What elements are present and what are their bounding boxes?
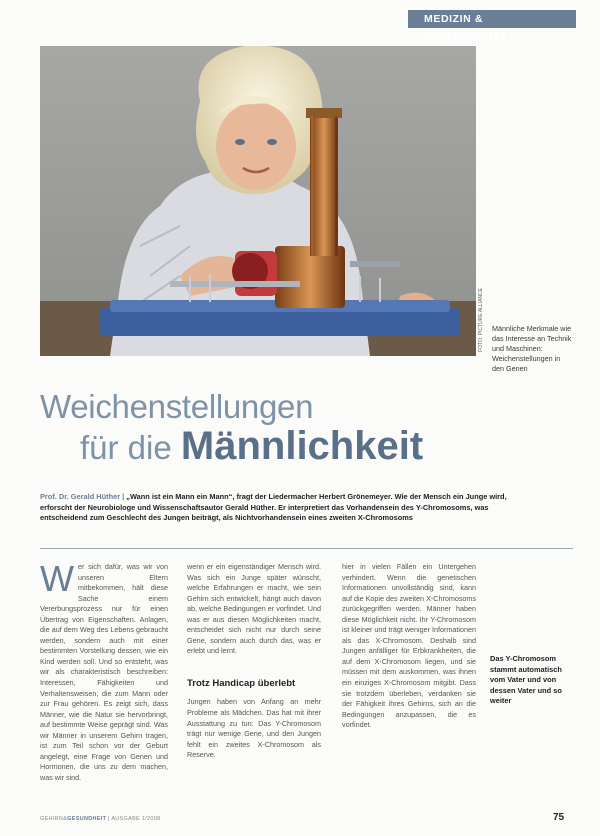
- section-label: MEDIZIN & WISSENSCHAFT: [424, 13, 516, 43]
- body-column-3-text: hier in vielen Fällen ein Untergehen verhindert. Wenn die genetischen Informationen unvollständig sind, kann auf die Kopie des zweiten X-Chromosoms zurückgegriffen werden. Männer haben diese Möglichkeit nicht. Ihr Y-Chromosom ist kleiner und trägt weniger Informationen als das X-Chromosom. Deshalb sind Jungen anfälliger für Erbkrankheiten, die auf dem X-Chromosom liegen, und sie müssen mit dem auskommen, was ihnen ein einziges X-Chromosom mitgibt. Dass sie trotzdem überleben, verdanken sie der Fähigkeit ihres Gehirns, sich an die Bedingungen anzupassen, die es vorfindet.: [342, 562, 476, 730]
- footer-pre: GEHIRN&: [40, 816, 68, 822]
- body-column-1-text: er sich dafür, was wir von unseren Eltern mitbekommen, hält diese Sache einem Vererbungsprozess nur für einen Übertrag von Eigenschaften. Anlagen, die auf dem Weg des Lebens gebraucht werden, sondern auch mit einer bestimmten Vorstellung dessen, wie ein Kind werden soll. Und so entsteht, was wir als charakteristisch beschreiben: Interessen, Fähigkeiten und Verhaltensweisen, die zum Mann oder zur Frau gehören. Es zeigt sich, dass Männer, wie die Natur sie hervorbringt, auf bestimmte Weise geprägt sind. Was wir Männer in unserem Gehirn tragen, ist zum Teil schon vor der Geburt angelegt, eine Frage von Genen und Hormonen, die uns zu dem machen, was wir sind.: [40, 562, 168, 782]
- body-column-1: [40, 558, 168, 783]
- author-name: Prof. Dr. Gerald Hüther |: [40, 492, 125, 501]
- intro-text: „Wann ist ein Mann ein Mann“, fragt der Liedermacher Herbert Grönemeyer. Wie der Mensch ein Junge wird, erforscht der Neurobiologe und Wissenschaftsautor Gerald Hüther. Er interpretiert das Vorhandensein des Y-Chromosoms, was entscheidend zum Geschlecht des Jungen beiträgt, als Nichtvorhandensein eines zweiten X-Chromosoms: [40, 492, 507, 523]
- footer-publication: [40, 816, 160, 822]
- title-line-1: Weichenstellungen: [40, 388, 314, 425]
- photo-credit: FOTO: PICTURE ALLIANCE: [478, 288, 484, 352]
- subheading: Trotz Handicap überlebt: [187, 677, 296, 689]
- photo-caption: Männliche Merkmale wie das Interesse an Technik und Maschinen: Weichenstellungen in den Genen: [492, 324, 572, 373]
- photo-boy-steam-engine: [40, 46, 476, 356]
- article-photo: [40, 46, 476, 356]
- title-line-2: [80, 424, 423, 469]
- divider-rule: [40, 548, 573, 549]
- title-line-2-bold: Männlichkeit: [180, 424, 424, 468]
- pull-quote: Das Y-Chromosom stammt automatisch vom Vater und von dessen Vater und so weiter: [490, 654, 562, 706]
- footer-post: | AUSGABE 1/2008: [106, 816, 161, 822]
- body-column-2-text-a: wenn er ein eigenständiger Mensch wird. Was sich ein Junge später wünscht, welche Erfahrungen er macht, wie sein Gehirn sich entwickelt, hängt auch davon ab, welche Bedingungen er vorfindet. Und was er aus diesen Möglichkeiten macht, entscheidet sich nicht nur durch seine Gene, sondern auch durch das, was er erlebt und lernt.: [187, 562, 321, 656]
- title-line-2-prefix: für die: [80, 429, 172, 466]
- drop-cap: W: [40, 558, 74, 599]
- body-column-2: [187, 562, 321, 761]
- body-column-2-text-b: Jungen haben von Anfang an mehr Probleme als Mädchen. Das hat mit ihrer Ausstattung zu tun: Das Y-Chromosom trägt nur wenige Gene, und den Jungen fehlt ein zweites X-Chromosom als Reserve.: [187, 697, 321, 760]
- footer-bold: GESUNDHEIT: [67, 816, 107, 822]
- intro-paragraph: [40, 492, 538, 524]
- page-number: 75: [553, 812, 565, 823]
- body-column-3: [342, 562, 476, 731]
- section-header: [408, 10, 576, 43]
